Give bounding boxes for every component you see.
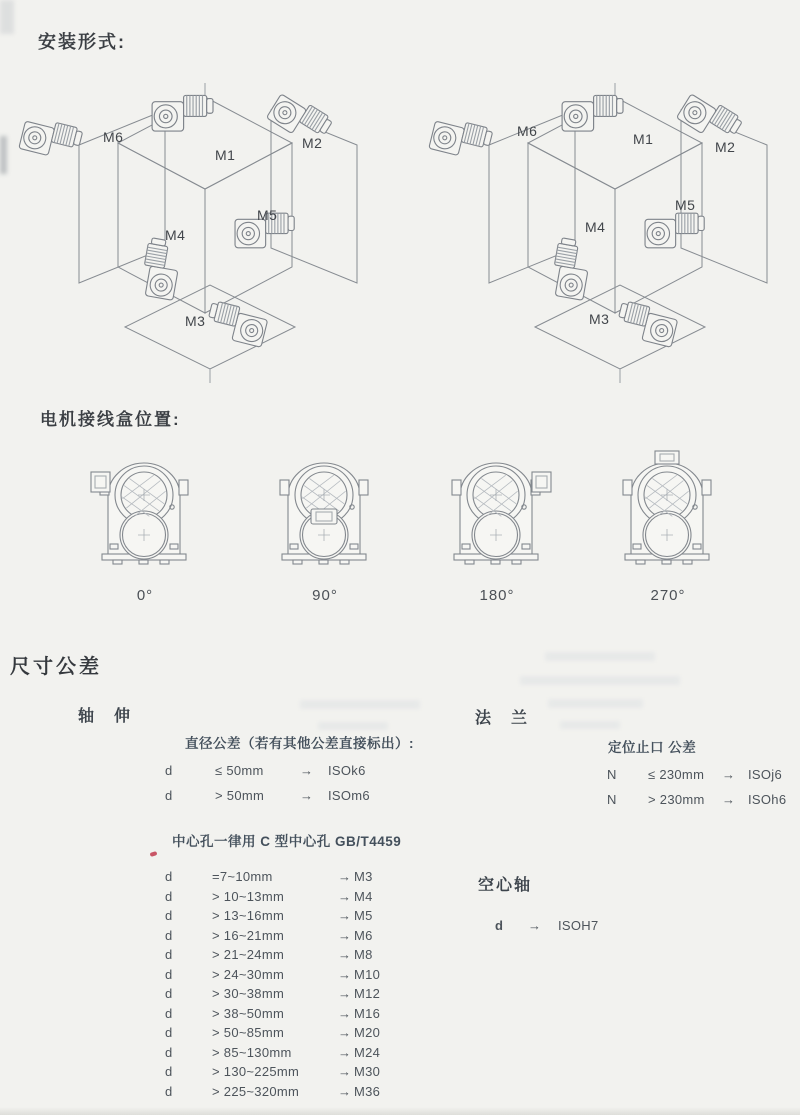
table-row bbox=[165, 1064, 380, 1084]
arrow-glyph: → bbox=[338, 888, 352, 904]
motor-front-view-180deg bbox=[440, 450, 554, 572]
scan-corner-smudge bbox=[0, 0, 14, 34]
bleed-through-artifact bbox=[545, 652, 655, 661]
arrow-glyph: → bbox=[300, 788, 314, 803]
arrow-glyph: → bbox=[338, 1064, 352, 1079]
flange-tolerance-table bbox=[607, 767, 786, 817]
thread-size-value: M36 bbox=[354, 1083, 381, 1099]
iso-tolerance-value: ISOk6 bbox=[328, 763, 366, 778]
shaft-extension-title: 轴 伸 bbox=[78, 708, 133, 725]
table-row bbox=[495, 918, 599, 940]
mounting-label-m4: M4 bbox=[165, 227, 186, 243]
thread-size-value: M24 bbox=[354, 1044, 381, 1060]
shaft-diameter-tolerance-note: 直径公差（若有其他公差直接标出）: bbox=[185, 736, 414, 751]
dim-symbol: d bbox=[165, 927, 173, 943]
arrow-glyph: → bbox=[528, 918, 542, 933]
table-row bbox=[165, 1084, 380, 1104]
thread-size-value: M6 bbox=[354, 927, 373, 943]
dim-symbol: d bbox=[165, 1083, 173, 1099]
table-row bbox=[607, 767, 786, 792]
dim-range: > 85~130mm bbox=[212, 1044, 292, 1060]
table-row bbox=[165, 1045, 380, 1065]
dim-symbol: d bbox=[165, 763, 173, 778]
terminal-box-view-90 bbox=[268, 450, 382, 604]
dim-condition: ≤ 50mm bbox=[215, 763, 264, 778]
dim-symbol: d bbox=[165, 966, 173, 982]
motor-front-view-90deg bbox=[268, 450, 382, 572]
dim-symbol: d bbox=[165, 1044, 173, 1060]
dim-symbol: d bbox=[165, 888, 173, 904]
arrow-glyph: → bbox=[338, 966, 352, 982]
arrow-glyph: → bbox=[338, 1044, 352, 1060]
dim-range: > 10~13mm bbox=[212, 888, 285, 904]
dim-symbol: d bbox=[165, 947, 173, 962]
dim-range: > 13~16mm bbox=[212, 908, 285, 923]
arrow-glyph: → bbox=[338, 1083, 352, 1099]
angle-label-270: 270° bbox=[650, 587, 686, 604]
dim-range: > 225~320mm bbox=[212, 1083, 300, 1099]
dim-range: > 130~225mm bbox=[212, 1064, 300, 1079]
shaft-tolerance-table bbox=[165, 763, 370, 813]
mounting-label-m5: M5 bbox=[257, 207, 278, 223]
iso-tolerance-value: ISOh6 bbox=[748, 792, 787, 807]
thread-size-value: M20 bbox=[354, 1025, 381, 1040]
mounting-diagram-left-drawing bbox=[15, 55, 390, 390]
arrow-glyph: → bbox=[338, 1005, 352, 1021]
iso-tolerance-value: ISOj6 bbox=[748, 767, 783, 782]
table-row bbox=[165, 908, 380, 928]
dim-range: > 50~85mm bbox=[212, 1025, 285, 1040]
arrow-glyph: → bbox=[722, 792, 736, 807]
mounting-diagram-right-drawing bbox=[425, 55, 800, 390]
mounting-label-m5: M5 bbox=[675, 197, 696, 213]
mounting-diagram-left bbox=[15, 55, 390, 390]
bleed-through-artifact bbox=[300, 700, 420, 709]
terminal-box-view-270 bbox=[611, 450, 725, 604]
mounting-label-m3: M3 bbox=[185, 313, 206, 329]
center-hole-table bbox=[165, 869, 380, 1103]
arrow-glyph: → bbox=[338, 947, 352, 962]
bleed-through-artifact bbox=[520, 676, 680, 685]
scan-edge-smudge bbox=[0, 136, 7, 174]
dim-condition: > 230mm bbox=[648, 792, 705, 807]
mounting-label-m6: M6 bbox=[517, 123, 538, 139]
thread-size-value: M10 bbox=[354, 966, 381, 982]
mounting-label-m1: M1 bbox=[633, 131, 654, 147]
table-row bbox=[607, 792, 786, 817]
mounting-label-m4: M4 bbox=[585, 219, 606, 235]
thread-size-value: M12 bbox=[354, 986, 381, 1001]
table-row bbox=[165, 763, 370, 788]
dim-symbol: d bbox=[165, 869, 173, 884]
installation-forms-title: 安装形式: bbox=[38, 32, 126, 52]
mounting-label-m2: M2 bbox=[715, 139, 736, 155]
thread-size-value: M16 bbox=[354, 1005, 381, 1021]
mounting-label-m2: M2 bbox=[302, 135, 323, 151]
hollow-shaft-table bbox=[495, 918, 599, 940]
bleed-through-artifact bbox=[318, 722, 388, 730]
dim-range: > 21~24mm bbox=[212, 947, 285, 962]
center-hole-note: 中心孔一律用 C 型中心孔 GB/T4459 bbox=[172, 834, 402, 849]
table-row bbox=[165, 869, 380, 889]
thread-size-value: M3 bbox=[354, 869, 373, 884]
table-row bbox=[165, 788, 370, 813]
arrow-glyph: → bbox=[338, 1025, 352, 1040]
table-row bbox=[165, 1025, 380, 1045]
angle-label-180: 180° bbox=[479, 587, 515, 604]
dim-range: > 24~30mm bbox=[212, 966, 285, 982]
table-row bbox=[165, 889, 380, 909]
dim-symbol: d bbox=[165, 788, 173, 803]
arrow-glyph: → bbox=[338, 908, 352, 923]
table-row bbox=[165, 947, 380, 967]
mounting-label-m6: M6 bbox=[103, 129, 124, 145]
motor-front-view-0deg bbox=[88, 450, 202, 572]
thread-size-value: M8 bbox=[354, 947, 373, 962]
dim-symbol: d bbox=[165, 1005, 173, 1021]
arrow-glyph: → bbox=[300, 763, 314, 778]
dim-symbol: d bbox=[165, 1064, 173, 1079]
terminal-box-title: 电机接线盒位置: bbox=[40, 410, 181, 429]
red-pen-mark bbox=[150, 851, 158, 857]
thread-size-value: M4 bbox=[354, 888, 373, 904]
table-row bbox=[165, 967, 380, 987]
angle-label-90: 90° bbox=[312, 587, 338, 604]
dim-symbol: d bbox=[495, 918, 504, 933]
iso-tolerance-value: ISOm6 bbox=[328, 788, 370, 803]
dim-symbol: N bbox=[607, 767, 617, 782]
dim-range: > 38~50mm bbox=[212, 1005, 285, 1021]
bleed-through-artifact bbox=[560, 721, 620, 729]
dim-range: =7~10mm bbox=[212, 869, 273, 884]
terminal-box-view-180 bbox=[440, 450, 554, 604]
flange-spigot-tolerance-note: 定位止口 公差 bbox=[608, 740, 697, 755]
hollow-shaft-title: 空心轴 bbox=[478, 877, 533, 894]
arrow-glyph: → bbox=[338, 869, 352, 884]
mounting-diagram-right bbox=[425, 55, 800, 390]
thread-size-value: M5 bbox=[354, 908, 373, 923]
motor-front-view-270deg bbox=[611, 450, 725, 572]
thread-size-value: M30 bbox=[354, 1064, 381, 1079]
scan-bottom-edge bbox=[0, 1107, 800, 1115]
dim-symbol: d bbox=[165, 986, 173, 1001]
table-row bbox=[165, 928, 380, 948]
dim-symbol: d bbox=[165, 908, 173, 923]
dim-range: > 30~38mm bbox=[212, 986, 285, 1001]
arrow-glyph: → bbox=[722, 767, 736, 782]
terminal-box-view-0 bbox=[88, 450, 202, 604]
dim-symbol: N bbox=[607, 792, 617, 807]
table-row bbox=[165, 986, 380, 1006]
tolerance-title: 尺寸公差 bbox=[10, 656, 102, 678]
flange-title: 法 兰 bbox=[475, 710, 530, 727]
arrow-glyph: → bbox=[338, 927, 352, 943]
dim-symbol: d bbox=[165, 1025, 173, 1040]
table-row bbox=[165, 1006, 380, 1026]
bleed-through-artifact bbox=[548, 699, 643, 708]
mounting-label-m1: M1 bbox=[215, 147, 236, 163]
dim-condition: > 50mm bbox=[215, 788, 265, 803]
dim-range: > 16~21mm bbox=[212, 927, 285, 943]
angle-label-0: 0° bbox=[136, 587, 154, 604]
arrow-glyph: → bbox=[338, 986, 352, 1001]
dim-condition: ≤ 230mm bbox=[648, 767, 705, 782]
mounting-label-m3: M3 bbox=[589, 311, 610, 327]
iso-tolerance-value: ISOH7 bbox=[558, 918, 599, 933]
